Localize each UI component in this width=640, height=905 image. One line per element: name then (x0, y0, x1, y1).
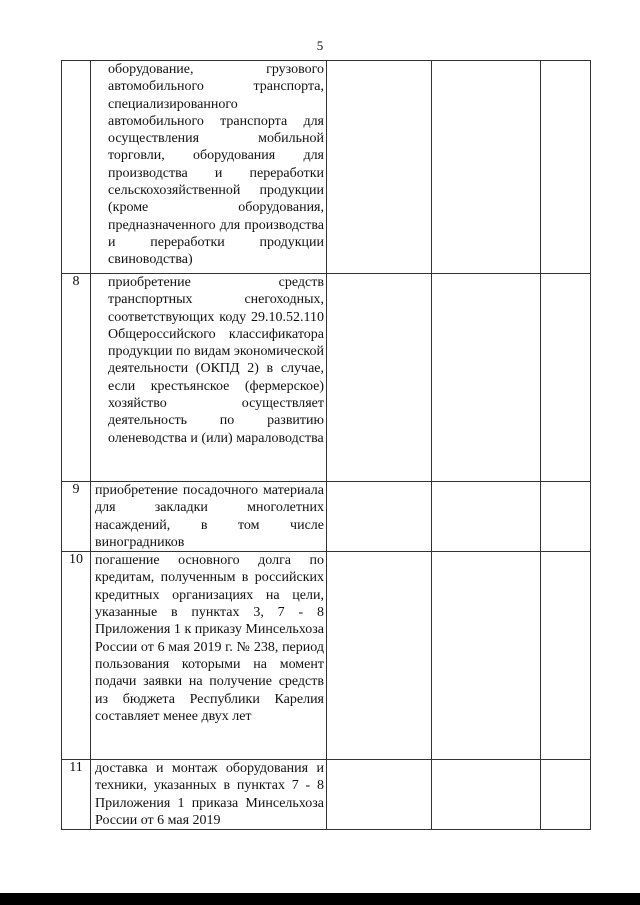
document-table (61, 60, 591, 830)
empty-cell (327, 552, 432, 760)
row-text-cell (91, 552, 327, 760)
row-number: 11 (62, 760, 91, 830)
row-text: оборудование, грузового автомобильного транспорта, специализированного автомобильного транспорта для осуществления мобильной торговли, оборудования для производства и переработки сельскохозяйственной продукции (кроме оборудования, предназначенного для производства и переработки продукции свиноводства) (108, 62, 324, 268)
empty-cell (432, 552, 541, 760)
row-text-cell (91, 482, 327, 552)
row-text: приобретение средств транспортных снегоходных, соответствующих коду 29.10.52.110 Общероссийского классификатора продукции по видам экономической деятельности (ОКПД 2) в случае, если крестьянское (фермерское) хозяйство осуществляет деятельность по развитию оленеводства и (или) мараловодства (108, 275, 324, 446)
empty-cell (327, 482, 432, 552)
empty-cell (432, 760, 541, 830)
table-row (62, 760, 591, 830)
empty-cell (432, 482, 541, 552)
empty-cell (432, 61, 541, 274)
empty-cell (327, 274, 432, 482)
table-row (62, 482, 591, 552)
empty-cell (541, 274, 591, 482)
table-row (62, 61, 591, 274)
empty-cell (432, 274, 541, 482)
empty-cell (327, 61, 432, 274)
table-row (62, 552, 591, 760)
empty-cell (541, 760, 591, 830)
empty-cell (541, 552, 591, 760)
row-text: приобретение посадочного материала для закладки многолетних насаждений, в том числе виноградников (95, 483, 324, 550)
empty-cell (541, 482, 591, 552)
page-number: 5 (316, 38, 324, 53)
scan-bottom-edge (0, 893, 640, 905)
row-text-cell (91, 760, 327, 830)
table-row (62, 274, 591, 482)
row-number: 8 (62, 274, 91, 482)
empty-cell (541, 61, 591, 274)
row-text-cell (91, 61, 327, 274)
row-text-cell (91, 274, 327, 482)
row-number: 9 (62, 482, 91, 552)
empty-cell (327, 760, 432, 830)
row-number (62, 61, 91, 274)
row-text: доставка и монтаж оборудования и техники, указанных в пунктах 7 - 8 Приложения 1 приказа Минсельхоза России от 6 мая 2019 (95, 761, 324, 829)
row-text: погашение основного долга по кредитам, полученным в российских кредитных организациях на цели, указанные в пунктах 3, 7 - 8 Приложения 1 к приказу Минсельхоза России от 6 мая 2019 г. № 238, период пользования которыми на момент подачи заявки на получение средств из бюджета Республики Карелия составляет менее двух лет (95, 553, 324, 724)
row-number: 10 (62, 552, 91, 760)
